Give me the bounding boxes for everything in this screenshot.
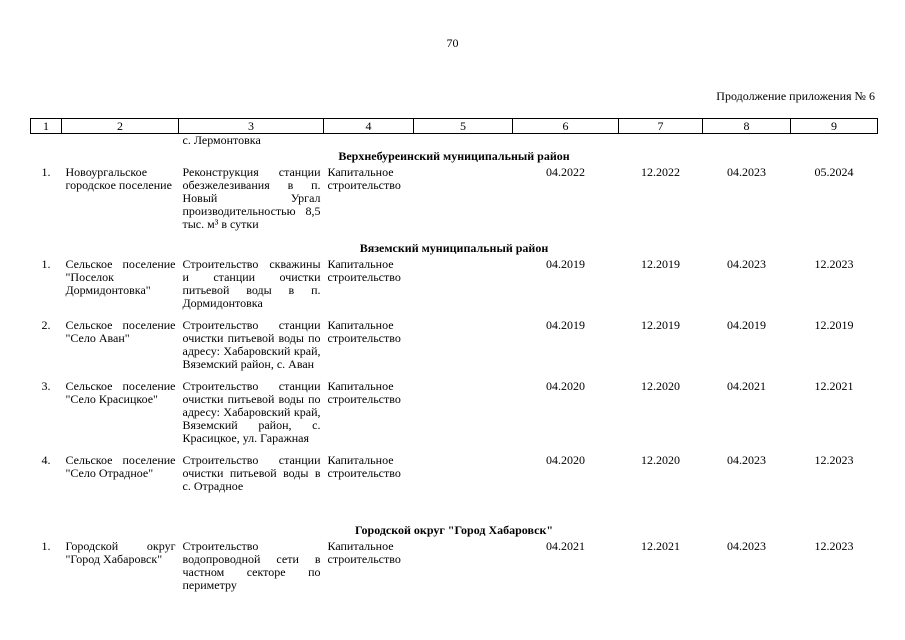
- column5-cell: [414, 453, 513, 501]
- row-number: 1.: [41, 257, 51, 271]
- date-col7: 12.2021: [641, 539, 680, 553]
- municipality-cell: Сельское поселение "Село Отрадное": [65, 453, 176, 480]
- work-type-cell: Капитальное строительство: [327, 453, 401, 480]
- date-col6: 04.2019: [546, 257, 585, 271]
- date-col9: 12.2019: [814, 318, 854, 332]
- date-col8: 04.2023: [727, 453, 766, 467]
- continuation-label: Продолжение приложения № 6: [716, 89, 875, 103]
- column-header: 7: [619, 119, 703, 134]
- table-row: [31, 165, 878, 239]
- work-type-cell: Капитальное строительство: [327, 539, 401, 566]
- object-cell: Реконструкция станции обезжелезивания в п. Новый Ургал производительностью 8,5 тыс. м³ в сутки: [182, 165, 321, 231]
- date-col8: 04.2019: [727, 318, 766, 332]
- work-type-cell: Капитальное строительство: [327, 165, 401, 192]
- column-header: 3: [179, 119, 324, 134]
- municipality-cell: Сельское поселение "Поселок Дормидонтовка": [65, 257, 176, 297]
- object-cell: Строительство станции очистки питьевой воды по адресу: Хабаровский край, Вяземский район, с. Красицкое, ул. Гаражная: [182, 379, 321, 445]
- column5-cell: [414, 539, 513, 600]
- table-row: [31, 379, 878, 453]
- carryover-text: с. Лермонтовка: [182, 133, 261, 147]
- municipality-cell: Городской округ "Город Хабаровск": [65, 539, 176, 566]
- row-number: 2.: [41, 318, 51, 332]
- date-col6: 04.2021: [546, 539, 585, 553]
- column5-cell: [414, 165, 513, 239]
- column5-cell: [414, 318, 513, 379]
- section-title: Вяземский муниципальный район: [359, 240, 549, 255]
- object-cell: Строительство водопроводной сети в частном секторе по периметру: [182, 539, 321, 592]
- table-row: [31, 318, 878, 379]
- date-col6: 04.2019: [546, 318, 585, 332]
- column-header: 5: [414, 119, 513, 134]
- date-col7: 12.2020: [641, 379, 680, 393]
- column-header: 1: [31, 119, 62, 134]
- column-number-row: [31, 119, 878, 134]
- object-cell: Строительство станции очистки питьевой воды по адресу: Хабаровский край, Вяземский район, с. Аван: [182, 318, 321, 371]
- object-cell: Строительство скважины и станции очистки питьевой воды в п. Дормидонтовка: [182, 257, 321, 310]
- appendix-table: [30, 118, 878, 600]
- municipality-cell: Новоургальское городское поселение: [65, 165, 172, 192]
- date-col8: 04.2023: [727, 257, 766, 271]
- section-header-row: [31, 147, 878, 165]
- table-row: [31, 453, 878, 501]
- date-col7: 12.2019: [641, 318, 680, 332]
- date-col9: 12.2023: [814, 453, 854, 467]
- section-title: Верхнебуреинский муниципальный район: [338, 148, 570, 163]
- date-col7: 12.2022: [641, 165, 680, 179]
- date-col9: 12.2023: [814, 257, 854, 271]
- table-row: [31, 539, 878, 600]
- date-col7: 12.2020: [641, 453, 680, 467]
- date-col6: 04.2020: [546, 379, 585, 393]
- column-header: 9: [791, 119, 878, 134]
- column5-cell: [414, 257, 513, 318]
- date-col7: 12.2019: [641, 257, 680, 271]
- column-header: 4: [324, 119, 414, 134]
- section-header-row: [31, 239, 878, 257]
- column-header: 2: [62, 119, 179, 134]
- row-number: 1.: [41, 165, 51, 179]
- object-cell: Строительство станции очистки питьевой воды в с. Отрадное: [182, 453, 321, 493]
- date-col8: 04.2021: [727, 379, 766, 393]
- date-col9: 12.2021: [814, 379, 854, 393]
- table-row: [31, 257, 878, 318]
- row-number: 3.: [41, 379, 51, 393]
- date-col6: 04.2020: [546, 453, 585, 467]
- column5-cell: [414, 379, 513, 453]
- date-col8: 04.2023: [727, 165, 766, 179]
- page-number: 70: [446, 36, 459, 50]
- column-header: 8: [703, 119, 791, 134]
- section-title: Городской округ "Город Хабаровск": [354, 523, 554, 537]
- date-col6: 04.2022: [546, 165, 585, 179]
- work-type-cell: Капитальное строительство: [327, 318, 401, 345]
- row-number: 4.: [41, 453, 51, 467]
- date-col9: 12.2023: [814, 539, 854, 553]
- work-type-cell: Капитальное строительство: [327, 257, 401, 284]
- date-col8: 04.2023: [727, 539, 766, 553]
- municipality-cell: Сельское поселение "Село Аван": [65, 318, 176, 345]
- column-header: 6: [513, 119, 619, 134]
- carryover-row: [31, 134, 878, 148]
- row-number: 1.: [41, 539, 51, 553]
- municipality-cell: Сельское поселение "Село Красицкое": [65, 379, 176, 406]
- work-type-cell: Капитальное строительство: [327, 379, 401, 406]
- section-header-row: [31, 501, 878, 539]
- date-col9: 05.2024: [814, 165, 854, 179]
